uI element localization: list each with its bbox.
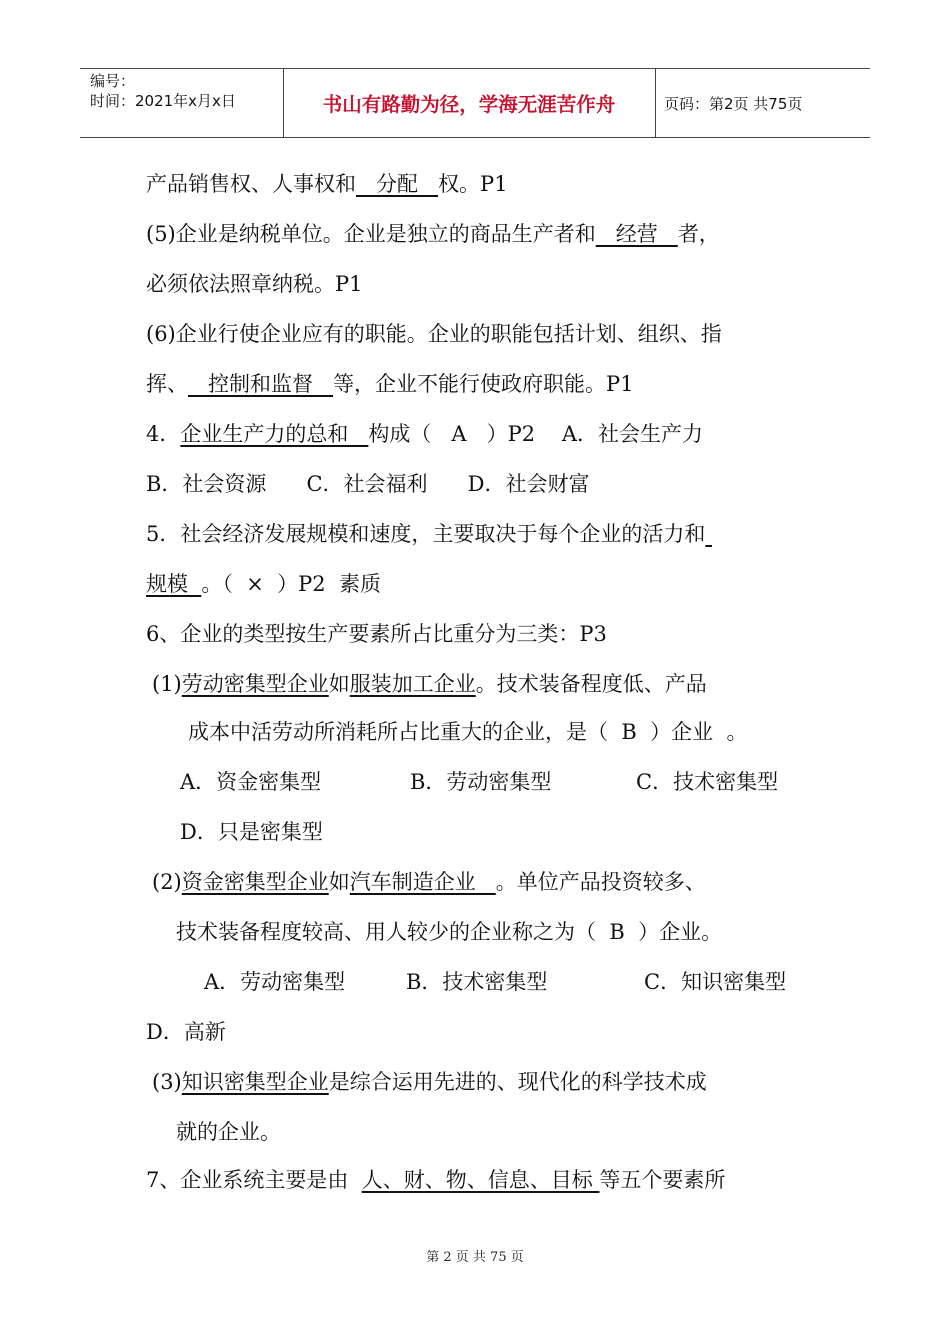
text-line: 技术装备程度较高、用人较少的企业称之为（ B ）企业。 <box>176 920 723 944</box>
text-line <box>146 370 634 398</box>
text: (1) <box>152 672 182 696</box>
text: 权。P1 <box>438 172 508 196</box>
text: 等，企业不能行使政府职能。P1 <box>333 372 634 396</box>
text: 5．社会经济发展规模和速度，主要取决于每个企业的活力和 <box>146 522 706 546</box>
answer-blank: 控制和监督 <box>188 372 334 396</box>
option: D．只是密集型 <box>180 820 323 844</box>
text: (3) <box>152 1070 182 1094</box>
text-line <box>146 220 720 248</box>
option: B．劳动密集型 <box>410 770 552 794</box>
answer-blank: 劳动密集型企业 <box>181 672 329 696</box>
text: (5)企业是纳税单位。企业是独立的商品生产者和 <box>146 222 596 246</box>
text-line <box>146 170 508 198</box>
text-line: 6、企业的类型按生产要素所占比重分为三类：P3 <box>146 622 607 646</box>
answer-blank: 知识密集型企业 <box>181 1070 329 1094</box>
answer-blank <box>705 522 712 546</box>
option: C．知识密集型 <box>644 970 787 994</box>
text-line <box>152 1068 707 1096</box>
option: D．高新 <box>146 1020 226 1044</box>
text-line <box>152 868 706 896</box>
text-line <box>146 420 703 448</box>
text: 。技术装备程度低、产品 <box>475 672 707 696</box>
text-line <box>146 520 712 548</box>
header-table <box>80 68 870 138</box>
text-line: (6)企业行使企业应有的职能。企业的职能包括计划、组织、指 <box>146 322 722 346</box>
text: 挥、 <box>146 372 188 396</box>
text: 7、企业系统主要是由 <box>146 1168 362 1192</box>
page-label: 页码：第2页 共75页 <box>664 94 803 113</box>
answer-blank: 分配 <box>356 172 439 196</box>
answer-blank: 经营 <box>595 222 678 246</box>
text-line: 成本中活劳动所消耗所占比重大的企业，是（ B ）企业 。 <box>188 720 748 744</box>
option: C．技术密集型 <box>636 770 779 794</box>
text: 等五个要素所 <box>599 1168 726 1192</box>
text-line: 就的企业。 <box>176 1120 281 1144</box>
text: 。单位产品投资较多、 <box>495 870 706 894</box>
answer-blank: 规模 <box>146 572 202 596</box>
text: 者， <box>677 222 720 246</box>
answer-blank: 资金密集型企业 <box>181 870 329 894</box>
text: 。（ × ）P2 素质 <box>201 572 381 596</box>
header-motto: 书山有路勤为径，学海无涯苦作舟 <box>322 93 616 116</box>
text-line: 必须依法照章纳税。P1 <box>146 272 363 296</box>
text: 构成（ A ）P2 A．社会生产力 <box>368 422 703 446</box>
text: 产品销售权、人事权和 <box>146 172 356 196</box>
time-label: 时间：2021年x月x日 <box>90 92 236 110</box>
header-meta <box>90 71 236 111</box>
header-divider <box>655 69 656 137</box>
option: B．技术密集型 <box>406 970 548 994</box>
text-line <box>146 570 381 598</box>
text: 如 <box>328 870 350 894</box>
text: (2) <box>152 870 182 894</box>
option: A．劳动密集型 <box>204 970 346 994</box>
text: 如 <box>328 672 350 696</box>
answer-blank: 汽车制造企业 <box>349 870 496 894</box>
answer-blank: 企业生产力的总和 <box>180 422 369 446</box>
text-line <box>146 1166 725 1194</box>
answer-blank: 服装加工企业 <box>349 672 476 696</box>
page-footer: 第 2 页 共 75 页 <box>426 1250 524 1265</box>
option: A．资金密集型 <box>180 770 322 794</box>
text: 是综合运用先进的、现代化的科学技术成 <box>328 1070 707 1094</box>
text: 4． <box>146 422 181 446</box>
text-line <box>152 670 707 698</box>
text-line: B．社会资源 C．社会福利 D．社会财富 <box>146 472 590 496</box>
answer-blank: 人、财、物、信息、目标 <box>361 1168 600 1192</box>
number-label: 编号： <box>90 72 136 90</box>
